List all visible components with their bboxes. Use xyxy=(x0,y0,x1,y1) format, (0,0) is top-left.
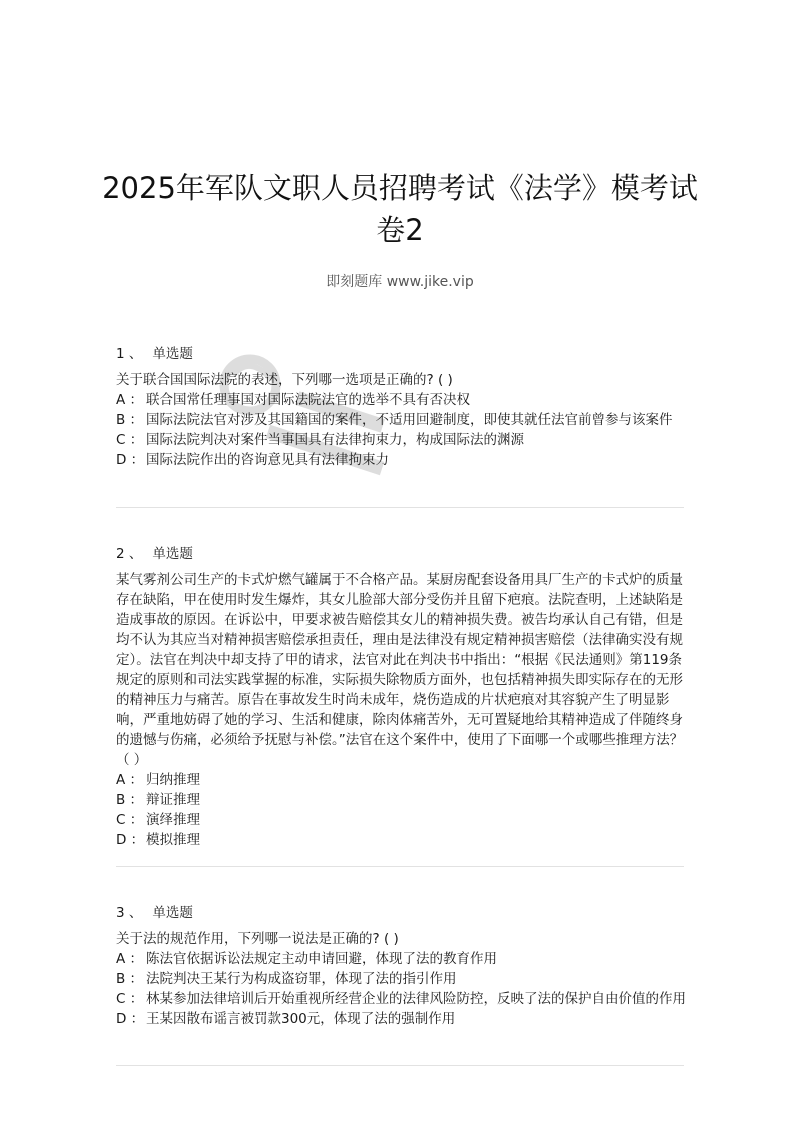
page-title: 2025年军队文职人员招聘考试《法学》模考试卷2 xyxy=(102,171,698,248)
question-number: 3 、 xyxy=(116,905,143,921)
option-letter: A ： xyxy=(116,951,144,967)
option-d[interactable] xyxy=(116,830,686,850)
option-text: 辩证推理 xyxy=(146,792,200,808)
option-letter: C ： xyxy=(116,991,144,1007)
question-3 xyxy=(116,903,686,1029)
option-a[interactable] xyxy=(116,949,686,969)
option-b[interactable] xyxy=(116,410,686,430)
option-c[interactable] xyxy=(116,810,686,830)
option-letter: D ： xyxy=(116,1011,145,1027)
option-text: 国际法院作出的咨询意见具有法律拘束力 xyxy=(146,452,389,468)
option-text: 联合国常任理事国对国际法院法官的选举不具有否决权 xyxy=(146,392,470,408)
option-text: 国际法院法官对涉及其国籍国的案件，不适用回避制度，即使其就任法官前曾参与该案件 xyxy=(146,412,673,428)
option-letter: D ： xyxy=(116,832,145,848)
option-text: 演绎推理 xyxy=(146,812,200,828)
option-letter: C ： xyxy=(116,812,144,828)
question-number: 2 、 xyxy=(116,546,143,562)
option-a[interactable] xyxy=(116,390,686,410)
question-header xyxy=(116,344,686,364)
options-list xyxy=(116,770,686,850)
option-d[interactable] xyxy=(116,450,686,470)
options-list xyxy=(116,390,686,470)
question-type: 单选题 xyxy=(152,346,193,362)
option-text: 模拟推理 xyxy=(146,832,200,848)
question-1 xyxy=(116,344,686,470)
question-divider xyxy=(116,1065,684,1066)
option-b[interactable] xyxy=(116,969,686,989)
option-letter: A ： xyxy=(116,392,144,408)
question-2 xyxy=(116,544,686,850)
question-stem: 关于法的规范作用，下列哪一说法是正确的? ( ) xyxy=(116,931,399,947)
option-b[interactable] xyxy=(116,790,686,810)
option-text: 王某因散布谣言被罚款300元，体现了法的强制作用 xyxy=(146,1011,456,1027)
option-letter: B ： xyxy=(116,792,144,808)
option-c[interactable] xyxy=(116,989,686,1009)
question-header xyxy=(116,903,686,923)
question-number: 1 、 xyxy=(116,346,143,362)
question-header xyxy=(116,544,686,564)
option-d[interactable] xyxy=(116,1009,686,1029)
question-type: 单选题 xyxy=(152,905,193,921)
option-text: 陈法官依据诉讼法规定主动申请回避，体现了法的教育作用 xyxy=(146,951,497,967)
option-text: 国际法院判决对案件当事国具有法律拘束力，构成国际法的渊源 xyxy=(146,432,524,448)
option-letter: B ： xyxy=(116,412,144,428)
option-text: 林某参加法律培训后开始重视所经营企业的法律风险防控，反映了法的保护自由价值的作用 xyxy=(146,991,686,1007)
question-divider xyxy=(116,507,684,508)
option-a[interactable] xyxy=(116,770,686,790)
option-letter: D ： xyxy=(116,452,145,468)
question-stem: 关于联合国国际法院的表述，下列哪一选项是正确的? ( ) xyxy=(116,372,453,388)
option-letter: A ： xyxy=(116,772,144,788)
option-text: 归纳推理 xyxy=(146,772,200,788)
options-list xyxy=(116,949,686,1029)
option-text: 法院判决王某行为构成盗窃罪，体现了法的指引作用 xyxy=(146,971,457,987)
question-type: 单选题 xyxy=(152,546,193,562)
page-subtitle: 即刻题库 www.jike.vip xyxy=(326,274,474,290)
question-divider xyxy=(116,866,684,867)
option-letter: C ： xyxy=(116,432,144,448)
option-c[interactable] xyxy=(116,430,686,450)
question-stem: 某气雾剂公司生产的卡式炉燃气罐属于不合格产品。某厨房配套设备用具厂生产的卡式炉的质量存在缺陷，甲在使用时发生爆炸，其女儿脸部大部分受伤并且留下疤痕。法院查明，上述缺陷是造成事故的原因。在诉讼中，甲要求被告赔偿其女儿的精神损失费。被告均承认自己有错，但是均不认为其应当对精神损害赔偿承担责任，理由是法律没有规定精神损害赔偿（法律确实没有规定）。法官在判决中却支持了甲的请求，法官对此在判决书中指出：“根据《民法通则》第119条规定的原则和司法实践掌握的标准，实际损失除物质方面外，也包括精神损失即实际存在的无形的精神压力与痛苦。原告在事故发生时尚未成年，烧伤造成的片状疤痕对其容貌产生了明显影响，严重地妨碍了她的学习、生活和健康，除肉体痛苦外，无可置疑地给其精神造成了伴随终身的遗憾与伤痛，必须给予抚慰与补偿。”法官在这个案件中，使用了下面哪一个或哪些推理方法？（ ） xyxy=(116,572,684,768)
option-letter: B ： xyxy=(116,971,144,987)
